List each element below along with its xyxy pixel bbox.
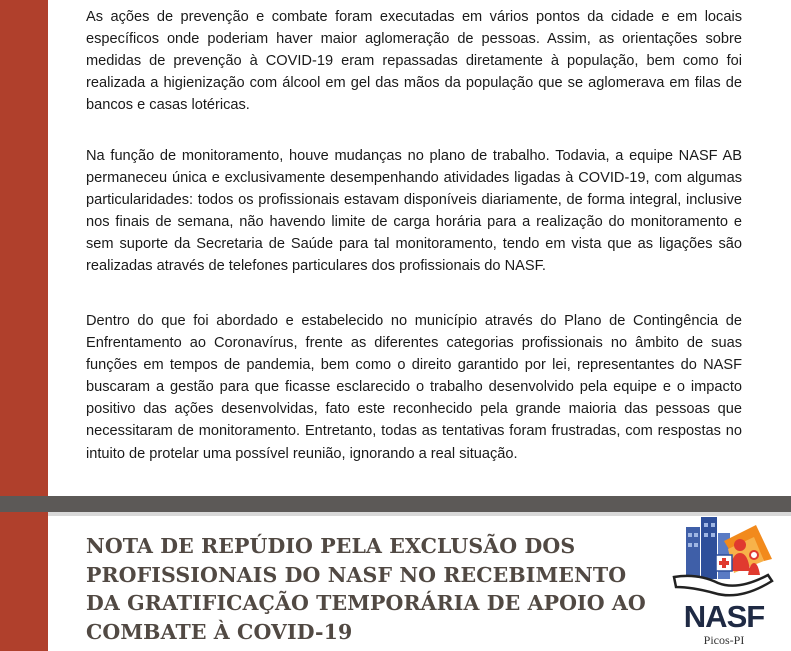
- section-divider: [0, 496, 791, 512]
- left-accent-band: [0, 0, 48, 651]
- footer-title: NOTA DE REPÚDIO PELA EXCLUSÃO DOS PROFISSIONAIS DO NASF NO RECEBIMENTO DA GRATIFICAÇÃO TEMPORÁRIA DE APOIO AO COMBATE À COVID-19: [86, 534, 646, 644]
- logo-subtitle: Picos-PI: [703, 633, 745, 647]
- nasf-emblem-icon: [668, 515, 780, 605]
- logo-title: NASF: [683, 599, 765, 634]
- nasf-logo: [668, 515, 780, 651]
- paragraph-contingency: Dentro do que foi abordado e estabelecido no município através do Plano de Contingência de Enfrentamento ao Coronavírus, frente as diferentes categorias profissionais no âmbito de suas funções em tempos de pandemia, bem como o direito garantido por lei, representantes do NASF buscaram a gestão para que ficasse esclarecido o trabalho desenvolvido pela equipe e o impacto positivo das ações desenvolvidas, fato este reconhecido pela grande maioria das pessoas que necessitaram de monitoramento. Entretanto, todas as tentativas foram frustradas, com respostas no intuito de protelar uma possível reunião, ignorando a real situação.: [86, 313, 742, 462]
- paragraph-prevention: As ações de prevenção e combate foram executadas em vários pontos da cidade e em locais específicos onde poderiam haver maior aglomeração de pessoas. Assim, as orientações sobre medidas de prevenção à COVID-19 eram repassadas diretamente à população, bem como foi realizada a higienização com álcool em gel das mãos da população que se aglomerava em filas de bancos e casas lotéricas.: [86, 9, 742, 114]
- paragraph-monitoring: Na função de monitoramento, houve mudanças no plano de trabalho. Todavia, a equipe NASF AB permaneceu única e exclusivamente desempenhando atividades ligadas à COVID-19, com algumas particularidades: todos os profissionais estavam disponíveis diariamente, de forma integral, inclusive nos finais de semana, não havendo limite de carga horária para a realização do monitoramento e sem suporte da Secretaria de Saúde para tal monitoramento, tendo em vista que as ligações são realizadas através de telefones particulares dos profissionais do NASF.: [86, 148, 742, 275]
